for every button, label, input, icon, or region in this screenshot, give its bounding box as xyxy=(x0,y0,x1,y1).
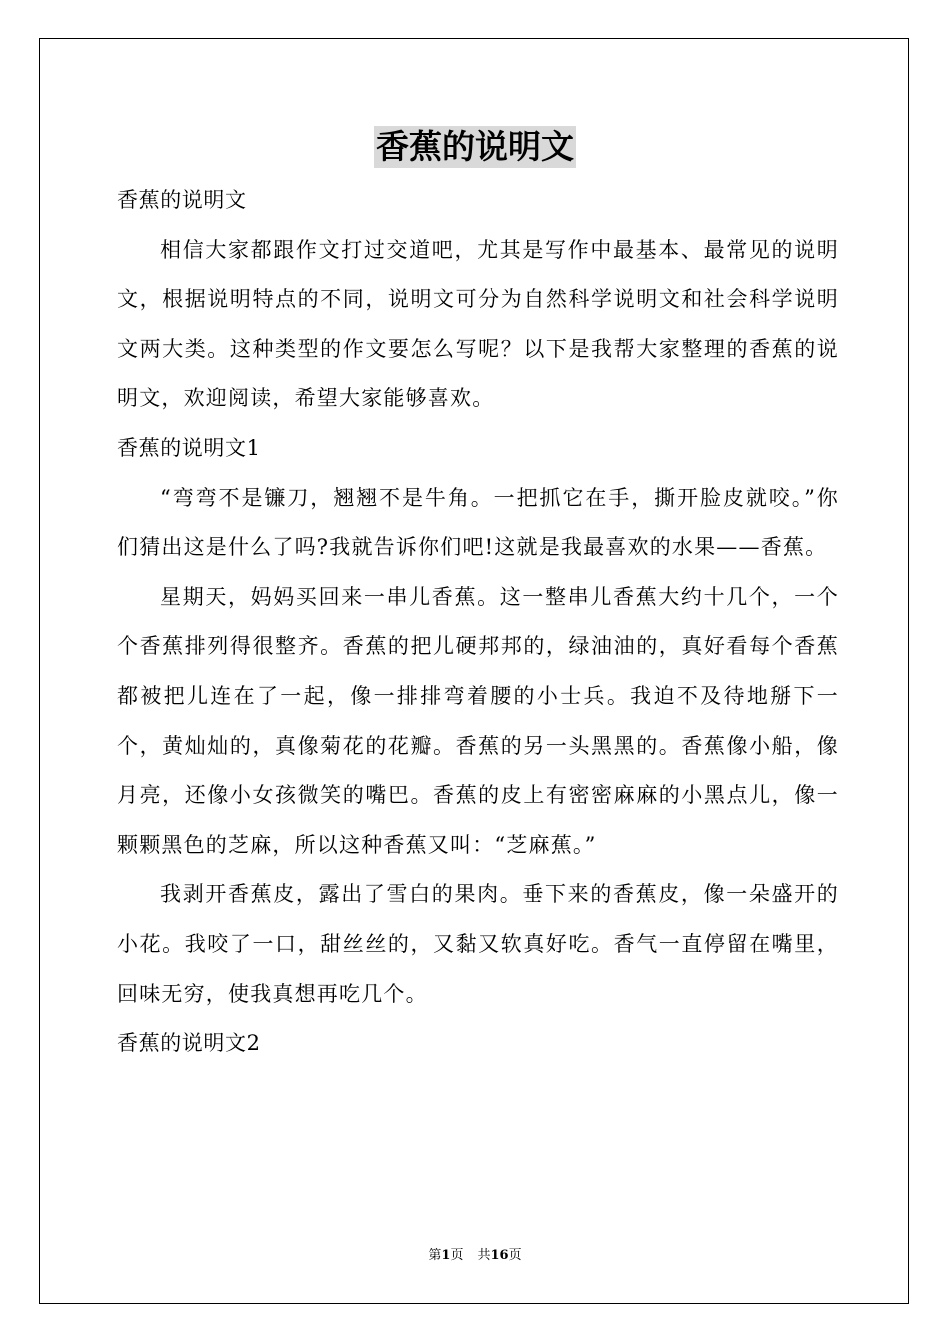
section-heading: 香蕉的说明文1 xyxy=(117,435,261,460)
body-paragraph: 相信大家都跟作文打过交道吧，尤其是写作中最基本、最常见的说明文，根据说明特点的不同，说明文可分为自然科学说明文和社会科学说明文两大类。这种类型的作文要怎么写呢？以下是我帮大家整理的香蕉的说明文，欢迎阅读，希望大家能够喜欢。 xyxy=(117,237,839,411)
body-paragraph: 星期天，妈妈买回来一串儿香蕉。这一整串儿香蕉大约十几个，一个个香蕉排列得很整齐。香蕉的把儿硬邦邦的，绿油油的，真好看每个香蕉都被把儿连在了一起，像一排排弯着腰的小士兵。我迫不及待地掰下一个，黄灿灿的，真像菊花的花瓣。香蕉的另一头黑黑的。香蕉像小船，像月亮，还像小女孩微笑的嘴巴。香蕉的皮上有密密麻麻的小黑点儿，像一颗颗黑色的芝麻，所以这种香蕉又叫：“芝麻蕉。” xyxy=(117,584,839,857)
total-label-prefix: 共 xyxy=(477,1248,491,1263)
page-number: 1 xyxy=(441,1248,451,1263)
body-paragraph: “弯弯不是镰刀，翘翘不是牛角。一把抓它在手，撕开脸皮就咬。”你们猜出这是什么了吗?我就告诉你们吧!这就是我最喜欢的水果——香蕉。 xyxy=(117,485,839,560)
page-label-suffix: 页 xyxy=(450,1248,464,1263)
section-heading: 香蕉的说明文 xyxy=(117,188,247,212)
section-heading: 香蕉的说明文2 xyxy=(117,1031,261,1056)
document-body xyxy=(117,176,839,1069)
title-container xyxy=(0,126,950,168)
page-footer xyxy=(0,1247,950,1265)
document-title: 香蕉的说明文 xyxy=(376,127,574,166)
total-pages: 16 xyxy=(490,1248,509,1263)
body-paragraph: 我剥开香蕉皮，露出了雪白的果肉。垂下来的香蕉皮，像一朵盛开的小花。我咬了一口，甜丝丝的，又黏又软真好吃。香气一直停留在嘴里，回味无穷，使我真想再吃几个。 xyxy=(117,882,839,1006)
page-label-prefix: 第 xyxy=(428,1248,442,1263)
total-label-suffix: 页 xyxy=(508,1248,522,1263)
